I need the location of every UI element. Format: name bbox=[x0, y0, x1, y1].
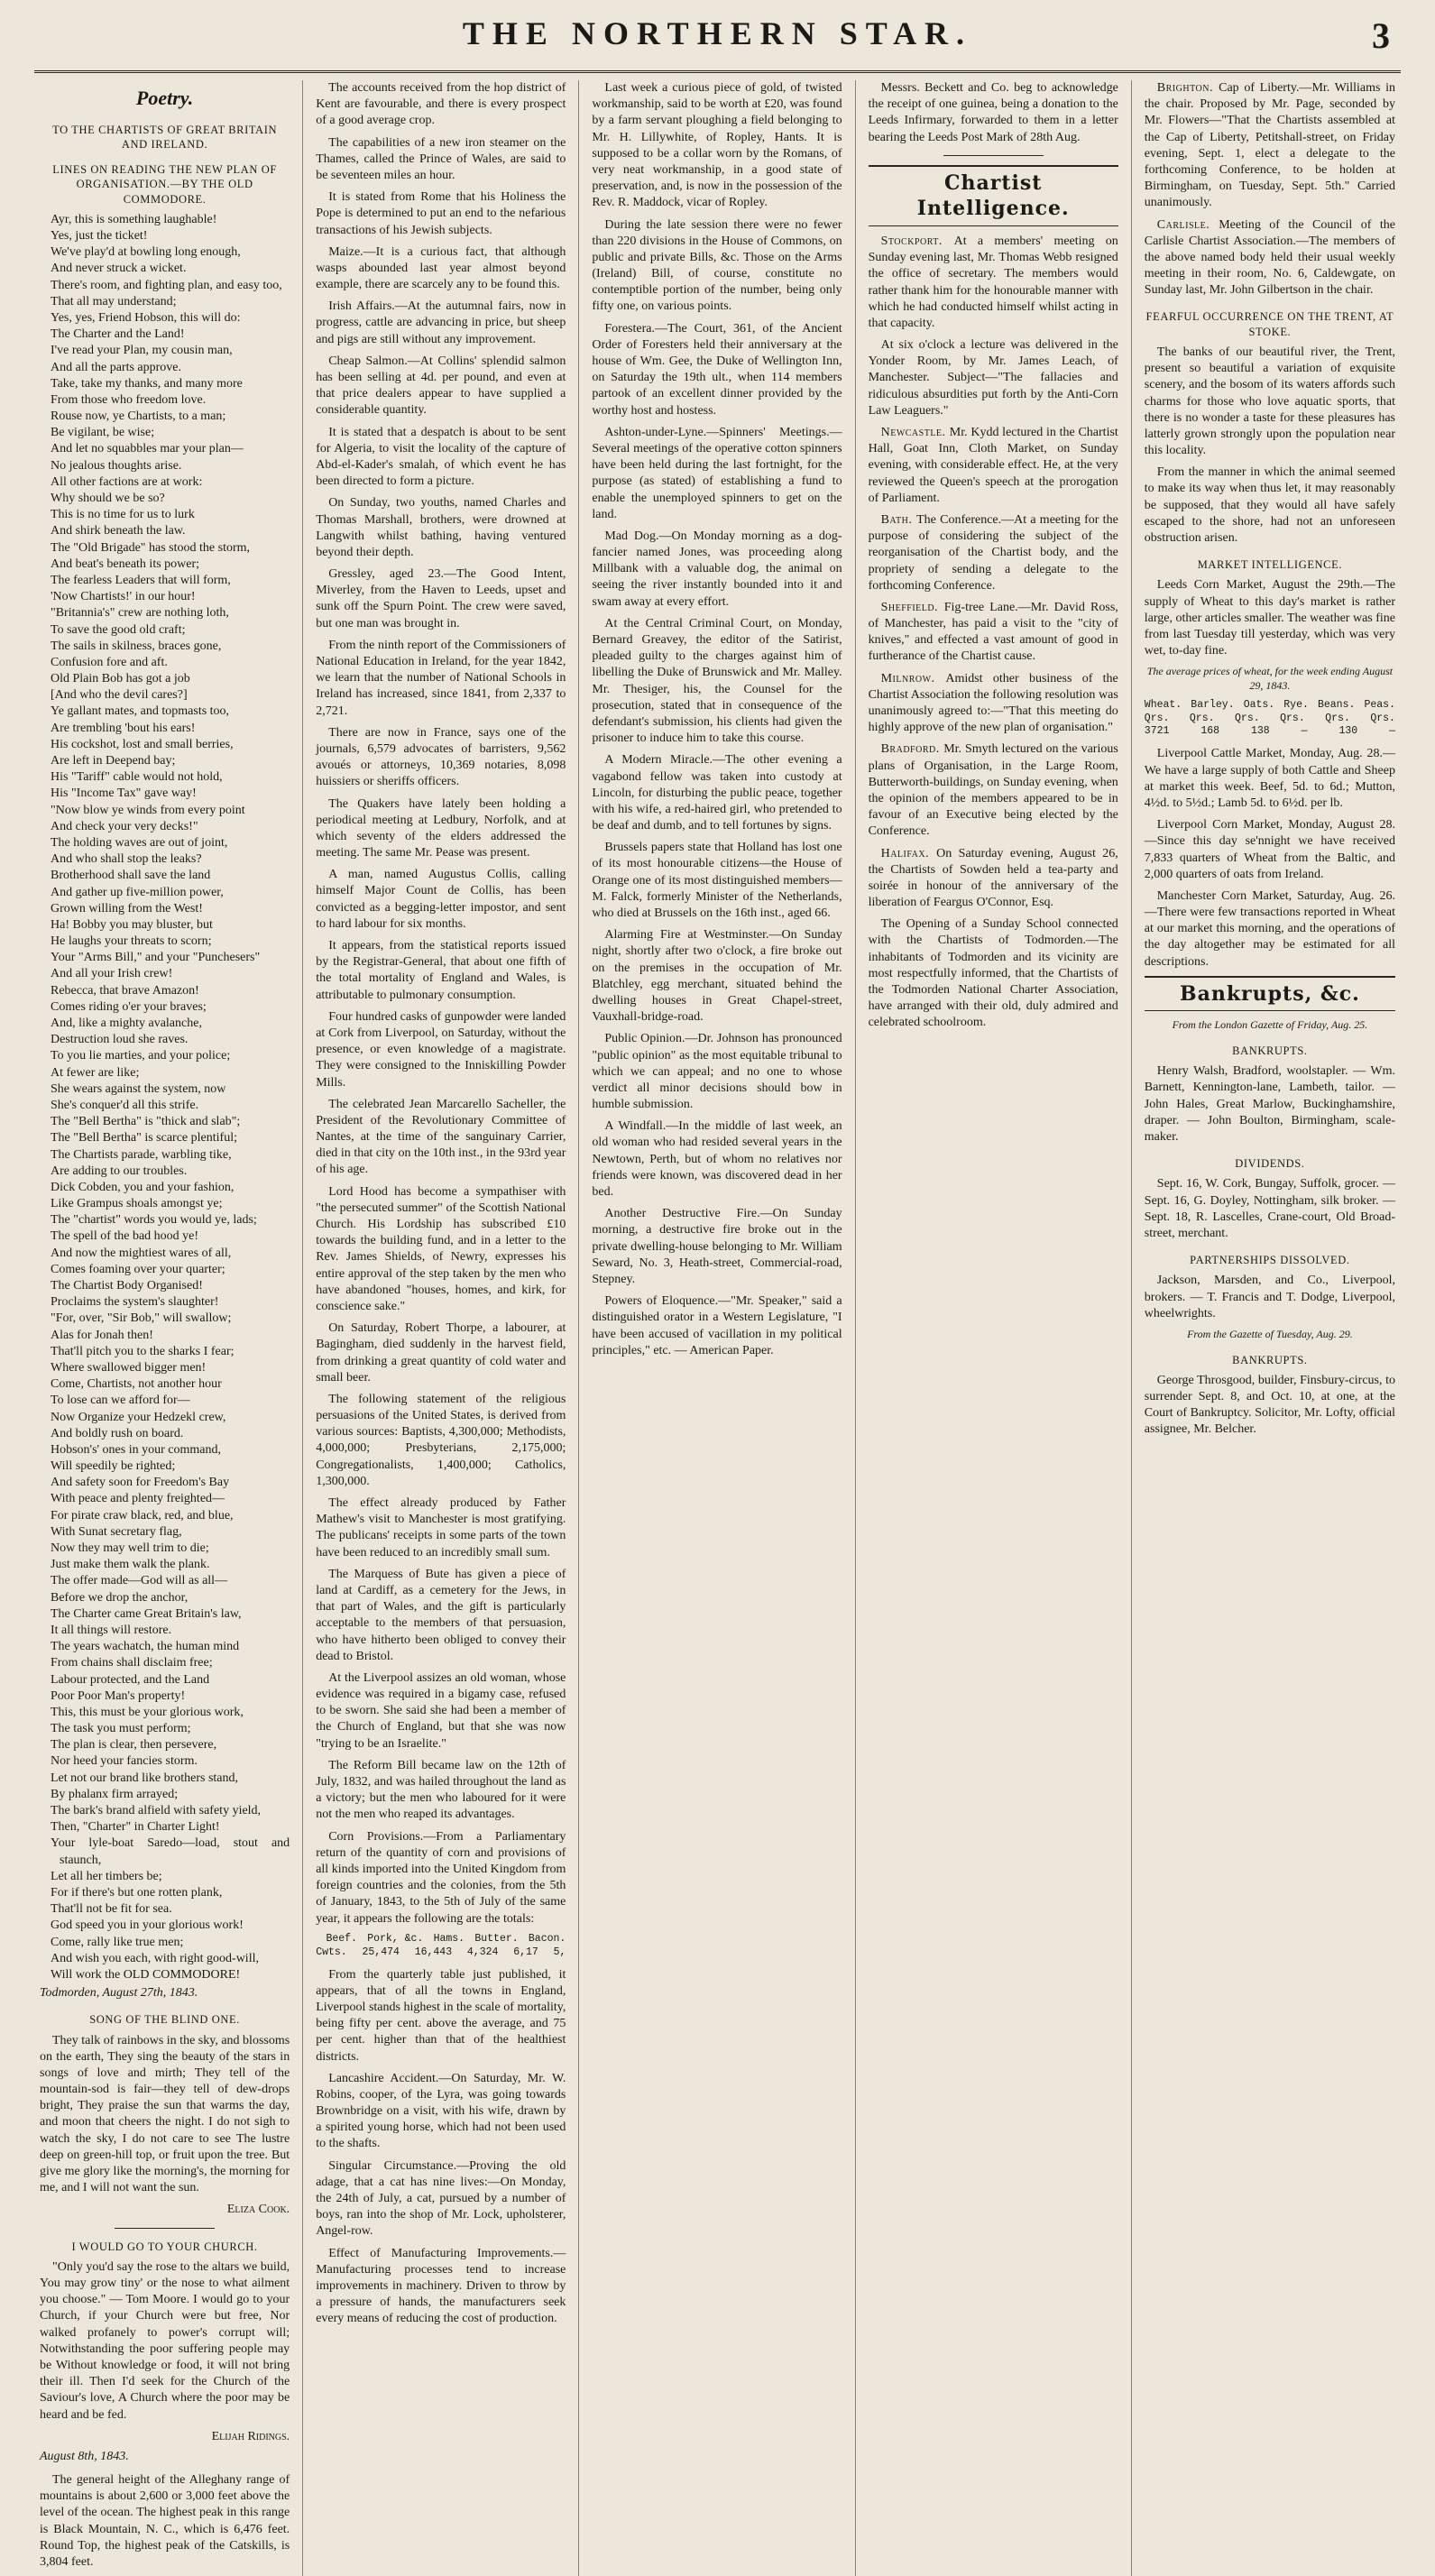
poem-line: Where swallowed bigger men! bbox=[51, 1360, 207, 1375]
poem-line: Are trembling 'bout his ears! bbox=[51, 721, 196, 735]
poem-line: Ha! Bobby you may bluster, but bbox=[51, 917, 213, 932]
article-paragraph: Another Destructive Fire.—On Sunday morning, a destructive fire broke out in the private dwelling-house belonging to Mr. William Seward, No. 3, Heath-street, Commercial-road, Stepney. bbox=[592, 1207, 842, 1286]
article-paragraph: Liverpool Corn Market, Monday, August 28.—Since this day se'nnight we have received 7,833 quarters of Wheat from the Baltic, and 2,000 quarters of oats from Ireland. bbox=[1144, 818, 1395, 881]
article-paragraph: Lord Hood has become a sympathiser with "the persecuted summer" of the Scottish National Church. His Lordship has subscribed £10 towards the building fund, and in a letter to the Rev. James Shields, of Newry, expresses his entire approval of the step taken by the men who have abandoned "houses, homes, and kirk, for conscience sake." bbox=[316, 1184, 566, 1313]
poem-line: It all things will restore. bbox=[51, 1623, 172, 1637]
article-paragraph: From the quarterly table just published, it appears, that of all the towns in England, Liverpool stands highest in the scale of mortality, being fifty per cent. above the average, and 75 per cent. higher than that of the healthiest districts. bbox=[316, 1967, 566, 2064]
table-header-row bbox=[1145, 699, 1395, 713]
page-number: 3 bbox=[1372, 15, 1390, 56]
news-item bbox=[869, 600, 1118, 666]
article-paragraph: The capabilities of a new iron steamer on the Thames, called the Prince of Wales, are said to be seventeen miles an hour. bbox=[316, 135, 566, 182]
column-1 bbox=[27, 80, 303, 2576]
poem-line: And let no squabbles mar your plan— bbox=[51, 442, 244, 456]
dateline: August 8th, 1843. bbox=[40, 2449, 129, 2463]
poem-line: Before we drop the anchor, bbox=[51, 1590, 189, 1605]
poem-line: For pirate craw black, red, and blue, bbox=[51, 1508, 234, 1523]
table-cell: 130 bbox=[1338, 725, 1358, 738]
poem-line: The offer made—God will as all— bbox=[51, 1574, 228, 1588]
author-signature: Eliza Cook. bbox=[226, 2203, 290, 2217]
masthead bbox=[34, 0, 1401, 73]
table-cell: 5, bbox=[553, 1946, 566, 1958]
article-paragraph: A Windfall.—In the middle of last week, an old woman who had resided several years in the Newtown, Perth, but of whom no relatives nor friends were known, was discovered dead in her bed. bbox=[592, 1119, 842, 1199]
table-cell: — bbox=[1301, 725, 1308, 738]
item-place: Sheffield. bbox=[880, 600, 944, 614]
poem-line: "Now blow ye winds from every point bbox=[51, 803, 245, 817]
article-paragraph: They talk of rainbows in the sky, and blossoms on the earth, They sing the beauty of the stars in songs of love and mirth; They tell of the mountain-sod is fair—they tell of dew-drops bright, They praise the sun that warms the day, and moon that cheers the night. I do not sigh to watch the sky, I do not care to see The lustre deep on green-hill top, or fruit upon the tree. But give me glory like the morning's, the morning for me, and I will not want the sun. bbox=[40, 2033, 290, 2195]
table-header-cell: Bacon. bbox=[528, 1932, 566, 1945]
poem-line: He laughs your threats to scorn; bbox=[51, 934, 212, 949]
table-cell: Qrs. bbox=[1189, 712, 1215, 724]
poem-line: Alas for Jonah then! bbox=[51, 1328, 153, 1342]
poem-line: 'Now Chartists!' in our hour! bbox=[51, 590, 196, 604]
table-cell: 3721 bbox=[1144, 725, 1170, 738]
item-place: Brighton. bbox=[1156, 81, 1219, 95]
subheading-note: From the London Gazette of Friday, Aug. 25. bbox=[1172, 1018, 1368, 1032]
item-text: Mr. Kydd lectured in the Chartist Hall, Goat Inn, Cloth Market, on Sunday evening, with considerable effect. He, at the very reviewed the Queen's speech at the prorogation of Parliament. bbox=[868, 426, 1118, 505]
poem-line: Come, rally like true men; bbox=[51, 1935, 184, 1949]
poem-line: Confusion fore and aft. bbox=[51, 655, 168, 669]
poem-line: And all the parts approve. bbox=[51, 360, 182, 374]
article-paragraph: On Saturday, Robert Thorpe, a labourer, at Bagingham, died suddenly in the harvest field, from drinking a great quantity of cold water and small beer. bbox=[316, 1321, 566, 1385]
item-text: On Saturday evening, August 26, the Chartists of Sowden held a tea-party and soirée in honour of the anniversary of the liberation of Feargus O'Connor, Esq. bbox=[868, 846, 1118, 910]
article-paragraph: Messrs. Beckett and Co. beg to acknowledge the receipt of one guinea, being a donation to the Leeds Infirmary, forwarded to them in a letter bearing the Leeds Post Mark of 28th Aug. bbox=[868, 81, 1118, 144]
article-paragraph: During the late session there were no fewer than 220 divisions in the House of Commons, on public and private Bills, &c. Those on the Arms (Ireland) Bill, of course, constitute no contemptible portion of the number, being only fifty one, on various points. bbox=[592, 217, 842, 314]
poem-line: The Charter and the Land! bbox=[51, 327, 185, 342]
article-paragraph: There are now in France, says one of the journals, 6,579 advocates of barristers, 9,562 avoués or attorneys, 10,369 notaries, 8,098 huissiers or sheriffs officers. bbox=[316, 725, 566, 789]
poem-line: And never struck a wicket. bbox=[51, 262, 187, 276]
article-paragraph: It is stated from Rome that his Holiness the Pope is determined to put an end to the nefarious transactions of his Jewish subjects. bbox=[316, 190, 566, 237]
poem-line: We've play'd at bowling long enough, bbox=[51, 245, 241, 260]
article-paragraph: Leeds Corn Market, August the 29th.—The supply of Wheat to this day's market is rather large, other articles smaller. The weather was fine from last Tuesday till yesterday, which was very wet, to-day fine. bbox=[1144, 578, 1395, 658]
article-paragraph: At the Central Criminal Court, on Monday, Bernard Greavey, the editor of the Satirist, pleaded guilty to the charges against him of libelling the Duke of Brunswick and Mr. Malley. Mr. Thesiger, his, the Counsel for the prosecution, stated that in consequence of the defendant's submission, his clients had given the prisoner to induce him to take this course. bbox=[592, 616, 842, 746]
article-paragraph: George Throsgood, builder, Finsbury-circus, to surrender Sept. 8, and Oct. 10, at one, at the Court of Bankruptcy. Solicitor, Mr. Lofty, official assignee, Mr. Belcher. bbox=[1144, 1373, 1395, 1437]
dateline: Todmorden, August 27th, 1843. bbox=[40, 1986, 198, 2001]
item-place: Newcastle. bbox=[880, 426, 950, 439]
article-paragraph: "Only you'd say the rose to the altars we build, You may grow tiny' or the nose to what ailment you choose." — Tom Moore. I would go to your Church, if your Church were but free, Nor walked profanely to power's corrupt will; Notwithstanding the poor suffering people may be Without knowledge or food, it will not bring their ill. Then I'd seek for the Church of the Saviour's love, A Church where the poor may be heard and be fed. bbox=[40, 2259, 290, 2422]
poem-line: Be vigilant, be wise; bbox=[51, 426, 155, 440]
article-paragraph: The following statement of the religious persuasions of the United States, is derived from various sources: Baptists, 4,300,000; Methodists, 4,000,000; Presbyterians, 2,175,000; Congregationalists, 1,400,000; Catholics, 1,300,000. bbox=[316, 1392, 566, 1488]
divider-rule bbox=[943, 155, 1044, 156]
article-heading: DIVIDENDS. bbox=[1235, 1157, 1305, 1171]
article-paragraph: Brussels papers state that Holland has lost one of its most honourable citizens—the House of Orange one of its most distinguished members—M. Falck, formerly Minister of the Netherlands, who died at Brussels on the 16th inst., aged 66. bbox=[592, 841, 842, 920]
poem-line: Ye gallant mates, and topmasts too, bbox=[51, 704, 230, 719]
table-header-cell: Beef. bbox=[326, 1932, 357, 1945]
article-paragraph: Corn Provisions.—From a Parliamentary return of the quantity of corn and provisions of all kinds imported into the United Kingdom from foreign countries and the colonies, from the 5th of January, 1843, to the 5th of July of the same year, it appears the following are the totals: bbox=[316, 1829, 566, 1926]
poem-line: The "Bell Bertha" is "thick and slab"; bbox=[51, 1115, 241, 1129]
poem-line: God speed you in your glorious work! bbox=[51, 1918, 244, 1933]
table-cell: 168 bbox=[1200, 725, 1220, 738]
poem-line: Like Grampus shoals amongst ye; bbox=[51, 1197, 223, 1211]
poem-line: Will work the OLD COMMODORE! bbox=[51, 1967, 241, 1982]
subheading-note: From the Gazette of Tuesday, Aug. 29. bbox=[1187, 1328, 1353, 1340]
item-text: The Opening of a Sunday School connected with the Chartists of Todmorden.—The inhabitants of Todmorden and its vicinity are most respectfully informed, that the Chartists of the Todmorden National Charter Association, have arranged with their old, duly admired and celebrated schoolroom. bbox=[868, 917, 1118, 1030]
poem-line: And now the mightiest wares of all, bbox=[51, 1246, 232, 1260]
article-paragraph: Public Opinion.—Dr. Johnson has pronounced "public opinion" as the most equitable tribunal to which we can appeal; and no one to whose verdict all minor decisions should bow in humble submission. bbox=[592, 1032, 842, 1112]
table-header-cell: Beans. bbox=[1317, 698, 1356, 711]
poem-line: The holding waves are out of joint, bbox=[51, 835, 228, 850]
poem-line: And shirk beneath the law. bbox=[51, 524, 186, 538]
poem-line: No jealous thoughts arise. bbox=[51, 458, 182, 473]
poem-line: Will speedily be righted; bbox=[51, 1459, 176, 1474]
poem-line: The "chartist" words you would ye, lads; bbox=[51, 1213, 257, 1228]
poem-line: Let all her timbers be; bbox=[51, 1869, 162, 1883]
poem-line: Just make them walk the plank. bbox=[51, 1558, 210, 1572]
poem-line: And gather up five-million power, bbox=[51, 885, 224, 899]
article-paragraph: From the ninth report of the Commissioners of National Education in Ireland, for the year 1842, we learn that the number of National Schools in Ireland has increased, since 1841, from 2,337 to 2,721. bbox=[316, 638, 566, 718]
poem-stanza bbox=[40, 212, 290, 917]
poem-line: This is no time for us to lurk bbox=[51, 508, 195, 522]
poem-line: I've read your Plan, my cousin man, bbox=[51, 344, 233, 358]
news-item bbox=[869, 671, 1118, 737]
article-paragraph: Manchester Corn Market, Saturday, Aug. 26.—There were few transactions reported in Wheat at our market this morning, and the operations of the day altogether may be estimated for all descriptions. bbox=[1144, 888, 1395, 969]
article-paragraph: The accounts received from the hop district of Kent are favourable, and there is every prospect of a good average crop. bbox=[316, 81, 566, 128]
poem-line: The sails in skilness, braces gone, bbox=[51, 639, 222, 653]
item-text: The Conference.—At a meeting for the purpose of considering the subject of the reorganisation of the Chartist body, and the propriety of sending a delegate to the forthcoming Conference. bbox=[868, 512, 1118, 593]
poem-line: Then, "Charter" in Charter Light! bbox=[51, 1820, 220, 1835]
poem-line: Rouse now, ye Chartists, to a man; bbox=[51, 409, 226, 424]
poem-line: To save the good old craft; bbox=[51, 622, 186, 637]
item-text: Meeting of the Council of the Carlisle Chartist Association.—The members of the above named body held their usual weekly meeting in their room, No. 6, Caldewgate, on Sunday last, Mr. John Gilbertson in the chair. bbox=[1144, 217, 1395, 298]
poem-line: From those who freedom love. bbox=[51, 392, 207, 407]
item-text: At six o'clock a lecture was delivered in the Yonder Room, by Mr. James Leach, of Manchester. Subject—"The fallacies and ridiculous absurdities put forth by the Anti-Corn Law Leaguers." bbox=[868, 338, 1118, 418]
poem-line: That'll not be fit for sea. bbox=[51, 1902, 172, 1917]
poem-line: The bark's brand alfield with safety yield, bbox=[51, 1804, 262, 1818]
article-paragraph: Lancashire Accident.—On Saturday, Mr. W. Robins, cooper, of the Lyra, was going towards Brownbridge on a visit, with his wife, drawn by a spirited young horse, which had not been used to the shafts. bbox=[316, 2071, 566, 2151]
article-paragraph: Effect of Manufacturing Improvements.—Manufacturing processes tend to increase improvements in machinery. Driven to throw by a pressure of hands, the manufacturers seek every means of reducing the cost of production. bbox=[316, 2246, 566, 2326]
article-paragraph: A man, named Augustus Collis, calling himself Major Count de Collis, has been convicted as a begging-letter impostor, and sent to hard labour for six months. bbox=[316, 868, 566, 931]
article-paragraph: Mad Dog.—On Monday morning as a dog-fancier named Jones, was proceeding along Millbank with a valuable dog, the animal on seeing the river instantly bounded into it and swam away at every effort. bbox=[592, 529, 842, 609]
item-text: Fig-tree Lane.—Mr. David Ross, of Manchester, has paid a visit to the "city of knives," and effected a vast amount of good in furtherance of the Chartist cause. bbox=[868, 600, 1118, 664]
poem-line: Ayr, this is something laughable! bbox=[51, 212, 217, 226]
poem-line: Dick Cobden, you and your fashion, bbox=[51, 1180, 235, 1194]
table-cell: Qrs. bbox=[1144, 712, 1170, 724]
poem-line: Comes foaming over your quarter; bbox=[51, 1262, 225, 1276]
table-header-cell: Peas. bbox=[1364, 698, 1395, 711]
poem-line: The "Old Brigade" has stood the storm, bbox=[51, 540, 251, 555]
article-paragraph: Jackson, Marsden, and Co., Liverpool, brokers. — T. Francis and T. Dodge, Liverpool, wheelwrights. bbox=[1144, 1274, 1395, 1320]
news-item bbox=[869, 916, 1118, 1031]
article-heading: I WOULD GO TO YOUR CHURCH. bbox=[71, 2240, 258, 2253]
item-place: Carlisle. bbox=[1156, 217, 1219, 232]
poem-line: To lose can we afford for— bbox=[51, 1394, 190, 1408]
article-heading: PARTNERSHIPS DISSOLVED. bbox=[1190, 1254, 1350, 1267]
poem-line: Are left in Deepend bay; bbox=[51, 754, 176, 768]
article-paragraph: Singular Circumstance.—Proving the old adage, that a cat has nine lives:—On Monday, the 24th of July, a cat, pursued by a number of boys, ran into the shop of Mr. Lock, upholsterer, Angel-row. bbox=[316, 2158, 566, 2239]
poem-line: That all may understand; bbox=[51, 294, 177, 308]
poem-line: His "Tariff" cable would not hold, bbox=[51, 770, 223, 785]
article-paragraph: Sept. 16, W. Cork, Bungay, Suffolk, grocer. — Sept. 16, G. Doyley, Nottingham, silk broker. — Sept. 18, R. Lascelles, Crane-court, Old Broad-street, merchant. bbox=[1144, 1177, 1395, 1240]
article-paragraph: Cheap Salmon.—At Collins' splendid salmon has been selling at 4d. per pound, and even at that price dealers appear to have supplied a considerable quantity. bbox=[316, 354, 566, 418]
poem-line: Why should we be so? bbox=[51, 492, 165, 506]
divider-rule bbox=[115, 2228, 215, 2229]
article-paragraph: It appears, from the statistical reports issued by the Registrar-General, that about one fifth of the total mortality of England and Wales, is attributable to pulmonary consumption. bbox=[316, 939, 566, 1002]
poem-line: And, like a mighty avalanche, bbox=[51, 1017, 202, 1031]
poem-line: She's conquer'd all this strife. bbox=[51, 1098, 199, 1112]
article-paragraph: The celebrated Jean Marcarello Sacheller, the President of the Revolutionary Committee of Nantes, at the time of the sanguinary Carrier, died in that city on the 10th inst., in the 93rd year of his age. bbox=[316, 1097, 566, 1177]
table-cell: Qrs. bbox=[1280, 712, 1305, 724]
poem-line: To you lie marties, and your police; bbox=[51, 1049, 231, 1063]
item-place: Stockport. bbox=[880, 234, 954, 248]
poem-line: Rebecca, that brave Amazon! bbox=[51, 983, 199, 998]
poem-line: Are adding to our troubles. bbox=[51, 1164, 188, 1178]
news-item bbox=[869, 846, 1118, 912]
item-text: Cap of Liberty.—Mr. Williams in the chair. Proposed by Mr. Page, seconded by Mr. Flowers—"That the Chartists assembled at the Cap of Liberty, Petitshall-street, on Friday evening, Sept. 1, elect a delegate to the forthcoming Conference, to be holden at Birmingham, on Tuesday, Sept. 5th." Carried unanimously. bbox=[1144, 81, 1395, 210]
poem-line: Brotherhood shall save the land bbox=[51, 869, 211, 883]
article-paragraph: Irish Affairs.—At the autumnal fairs, now in progress, cattle are advancing in price, but sheep and pigs are still without any improvement. bbox=[316, 299, 566, 346]
poem-line: Now they may well trim to die; bbox=[51, 1541, 209, 1556]
poem-line: Now Organize your Hedzekl crew, bbox=[51, 1410, 226, 1424]
poem-line: Your "Arms Bill," and your "Punchesers" bbox=[51, 951, 261, 965]
article-heading: FEARFUL OCCURRENCE ON THE TRENT, AT STOKE. bbox=[1145, 310, 1394, 338]
poem-line: Let not our brand like brothers stand, bbox=[51, 1771, 239, 1785]
column-3 bbox=[579, 80, 855, 2576]
poem-line: Hobson's' ones in your command, bbox=[51, 1442, 221, 1457]
poem-line: For if there's but one rotten plank, bbox=[51, 1885, 223, 1900]
article-paragraph: The Reform Bill became law on the 12th of July, 1832, and was hailed throughout the land as a victory; but the men who laboured for it were not the men who reaped its advantages. bbox=[316, 1758, 566, 1822]
article-paragraph: Henry Walsh, Bradford, woolstapler. — Wm. Barnett, Kennington-lane, Lambeth, tailor. — John Hales, Great Marlow, Buckinghamshire, draper. — John Boulton, Birmingham, scale-maker. bbox=[1144, 1064, 1395, 1144]
subheading-note: The average prices of wheat, for the week ending August 29, 1843. bbox=[1146, 665, 1394, 692]
item-place: Bath. bbox=[880, 512, 917, 527]
table-header-cell: Rye. bbox=[1283, 698, 1309, 711]
table-cell: Qrs. bbox=[1370, 712, 1395, 724]
item-text: At a members' meeting on Sunday evening last, Mr. Thomas Webb resigned the office of secretary. The members would rather thank him for the honourable manner with which he had conducted himself whilst acting in that capacity. bbox=[868, 234, 1118, 330]
table-cell: 4,324 bbox=[466, 1946, 499, 1958]
article-heading: BANKRUPTS. bbox=[1232, 1353, 1308, 1366]
article-heading: SONG OF THE BLIND ONE. bbox=[89, 2013, 240, 2027]
article-paragraph: At the Liverpool assizes an old woman, whose evidence was required in a bigamy case, refused to be sworn. She said she had been a member of the Church of England, but that she was now "trying to be an Israelite." bbox=[316, 1670, 566, 1751]
column-4 bbox=[856, 80, 1132, 2576]
poem-line: The years wachatch, the human mind bbox=[51, 1640, 240, 1654]
column-2 bbox=[303, 80, 579, 2576]
news-item bbox=[1145, 80, 1395, 212]
article-heading: TO THE CHARTISTS OF GREAT BRITAIN AND IRELAND. bbox=[52, 123, 278, 151]
news-item bbox=[869, 425, 1118, 507]
article-paragraph: Liverpool Cattle Market, Monday, Aug. 28.—We have a large supply of both Cattle and Sheep at market this week. Beef, 5d. to 6d.; Mutton, 4½d. to 5½d.; Lamb 5d. to 6½d. per lb. bbox=[1144, 747, 1395, 810]
poem-stanza bbox=[40, 917, 290, 1983]
poem-line: From chains shall disclaim free; bbox=[51, 1656, 213, 1670]
article-paragraph: It is stated that a despatch is about to be sent for Algeria, to visit the locality of the capture of Abd-el-Kader's smalah, of which event he has been directed to form a picture. bbox=[316, 425, 566, 489]
poem-line: With peace and plenty freighted— bbox=[51, 1492, 225, 1506]
article-paragraph: A Modern Miracle.—The other evening a vagabond fellow was taken into custody at Lincoln, for disturbing the public peace, together with his wife, a red-haired girl, who pretended to be deaf and dumb, and to tell fortunes by signs. bbox=[592, 753, 842, 833]
poem-line: Destruction loud she raves. bbox=[51, 1033, 189, 1047]
poem-line: With Sunat secretary flag, bbox=[51, 1524, 182, 1539]
table-cell: 6,17 bbox=[513, 1946, 538, 1958]
poem-line: [And who the devil cares?] bbox=[51, 688, 188, 703]
poem-line: At fewer are like; bbox=[51, 1065, 140, 1080]
table-cell: 25,474 bbox=[362, 1946, 400, 1958]
poem-line: Yes, yes, Friend Hobson, this will do: bbox=[51, 310, 241, 325]
table-cell: 16,443 bbox=[414, 1946, 453, 1958]
article-paragraph: The general height of the Alleghany range of mountains is about 2,600 or 3,000 feet above the level of the ocean. The highest peak in this range is Black Mountain, N. C., which is 6,476 feet. Round Top, the highest peak of the Catskills, is 3,804 feet. bbox=[40, 2473, 290, 2570]
poem-line: And boldly rush on board. bbox=[51, 1426, 184, 1440]
item-place: Milnrow. bbox=[880, 671, 946, 685]
poem-line: "Britannia's" crew are nothing loth, bbox=[51, 606, 229, 621]
news-item bbox=[869, 741, 1118, 840]
poem-line: The task you must perform; bbox=[51, 1722, 191, 1736]
column-grid bbox=[27, 80, 1408, 2570]
item-place: Bradford. bbox=[880, 742, 944, 757]
poem-line: The plan is clear, then persevere, bbox=[51, 1738, 217, 1753]
table-header-cell: Barley. bbox=[1191, 698, 1235, 711]
table-cell: Qrs. bbox=[1325, 712, 1350, 724]
poem-line: And wish you each, with right good-will, bbox=[51, 1951, 259, 1965]
poem-line: Grown willing from the West! bbox=[51, 901, 203, 915]
article-paragraph: Ashton-under-Lyne.—Spinners' Meetings.—Several meetings of the operative cotton spinners have been held during the last fortnight, for the purpose (as stated) of establishing a fund to enable the unemployed spinners to get on the land. bbox=[592, 425, 842, 521]
table-cell: Cwts. bbox=[316, 1946, 347, 1958]
poem-line: And beat's beneath its power; bbox=[51, 557, 200, 571]
poem-line: Proclaims the system's slaughter! bbox=[51, 1295, 219, 1310]
poem-line: Nor heed your fancies storm. bbox=[51, 1754, 198, 1769]
article-paragraph: Forestera.—The Court, 361, of the Ancient Order of Foresters held their anniversary at the house of Wm. Gee, the Duke of Wellington Inn, on Saturday the 19th ult., when 114 members partook of an excellent dinner provided by the worthy host and hostess. bbox=[592, 321, 842, 418]
table-cell: Qrs. bbox=[1235, 712, 1260, 724]
poem-line: Old Plain Bob has got a job bbox=[51, 672, 190, 686]
table-row bbox=[1145, 725, 1395, 739]
poem-line: By phalanx firm arrayed; bbox=[51, 1787, 179, 1801]
poem-line: All other factions are at work: bbox=[51, 474, 203, 489]
item-place: Halifax. bbox=[880, 846, 937, 860]
table-cell: 138 bbox=[1250, 725, 1270, 738]
poem-line: And check your very decks!" bbox=[51, 819, 198, 833]
poem-line: Your lyle-boat Saredo—load, stout and staunch, bbox=[51, 1836, 290, 1867]
table-header-cell: Pork, &c. bbox=[367, 1932, 424, 1945]
poem-line: The Chartists parade, warbling tike, bbox=[51, 1147, 232, 1162]
poem-line: And who shall stop the leaks? bbox=[51, 852, 202, 867]
article-heading: LINES ON READING THE NEW PLAN OF ORGANISATION.—BY THE OLD COMMODORE. bbox=[52, 163, 277, 206]
item-text: Amidst other business of the Chartist Association the following resolution was unanimously agreed to:—"That this meeting do highly approve of the new plan of organisation." bbox=[868, 671, 1118, 735]
poem-line: There's room, and fighting plan, and easy too, bbox=[51, 278, 282, 292]
poem-line: The Chartist Body Organised! bbox=[51, 1279, 203, 1293]
article-paragraph: Gressley, aged 23.—The Good Intent, Miverley, from the Haven to Leeds, upset and sunk off the Spurn Point. The crew were saved, but one man was brought in. bbox=[316, 567, 566, 630]
poem-line: His "Income Tax" gave way! bbox=[51, 787, 197, 801]
article-paragraph: The Marquess of Bute has given a piece of land at Cardiff, as a cemetery for the Jews, in that part of Wales, and the gift is particularly acceptable to the members of that persuasion, who have hitherto been obliged to convey their dead to Bristol. bbox=[316, 1567, 566, 1663]
table-header-cell: Oats. bbox=[1243, 698, 1275, 711]
article-paragraph: Powers of Eloquence.—"Mr. Speaker," said a distinguished orator in a Western Legislature, "I have been accused of vacillation in my political principles," etc. — American Paper. bbox=[592, 1294, 842, 1357]
article-paragraph: Last week a curious piece of gold, of twisted workmanship, said to be worth at £20, was found by a farm servant ploughing a field belonging to Mr. H. Lillywhite, of Ropley, Hants. It is supposed to be a collar worn by the Romans, of very neat workmanship, in a good state of preservation, and, is now in the possession of the Rev. R. Maddock, vicar of Ropley. bbox=[592, 81, 842, 210]
data-table bbox=[316, 1933, 566, 1960]
section-heading: Poetry. bbox=[135, 87, 194, 109]
poem-line: The "Bell Bertha" is scarce plentiful; bbox=[51, 1131, 237, 1145]
article-paragraph: The effect already produced by Father Mathew's visit to Manchester is most gratifying. The publicans' receipts in some parts of the town have been reduced to an incredibly small sum. bbox=[316, 1496, 566, 1559]
article-paragraph: Alarming Fire at Westminster.—On Sunday night, shortly after two o'clock, a fire broke out on the premises in the occupation of Mr. Blatchley, egg merchant, situated behind the dwelling houses in Great Chapel-street, Vauxhall-bridge-road. bbox=[592, 928, 842, 1025]
table-row bbox=[1145, 713, 1395, 726]
poem-line: The spell of the bad hood ye! bbox=[51, 1229, 199, 1244]
table-header-cell: Butter. bbox=[474, 1932, 519, 1945]
article-heading: MARKET INTELLIGENCE. bbox=[1197, 558, 1343, 572]
poem-line: Poor Poor Man's property! bbox=[51, 1688, 186, 1703]
article-paragraph: From the manner in which the animal seemed to make its way when thus let, it may reasonably be supposed, that they would all have safely escaped to the shore, had not an unforeseen obstruction arisen. bbox=[1144, 465, 1395, 545]
article-heading: BANKRUPTS. bbox=[1232, 1044, 1308, 1057]
poem-line: And safety soon for Freedom's Bay bbox=[51, 1476, 230, 1490]
table-cell: — bbox=[1389, 725, 1395, 738]
article-paragraph: On Sunday, two youths, named Charles and Thomas Marshall, brothers, were drowned at Langwith whilst bathing, having ventured beyond their depth. bbox=[316, 496, 566, 559]
poem-line: Comes riding o'er your braves; bbox=[51, 999, 207, 1014]
poem-line: His cockshot, lost and small berries, bbox=[51, 737, 234, 751]
poem-line: Come, Chartists, not another hour bbox=[51, 1377, 222, 1392]
data-table bbox=[1145, 699, 1395, 740]
table-header-cell: Hams. bbox=[433, 1932, 465, 1945]
news-item bbox=[1145, 217, 1395, 299]
poem-line: "For, over, "Sir Bob," will swallow; bbox=[51, 1311, 232, 1326]
newspaper-title: THE NORTHERN STAR. bbox=[462, 15, 973, 51]
poem-line: She wears against the system, now bbox=[51, 1081, 226, 1096]
article-paragraph: Maize.—It is a curious fact, that although wasps abounded last year almost beyond example, there are scarcely any to be found this. bbox=[316, 244, 566, 292]
section-heading: Chartist Intelligence. bbox=[869, 165, 1118, 226]
news-item bbox=[869, 337, 1118, 419]
table-row bbox=[316, 1946, 566, 1960]
table-header-cell: Wheat. bbox=[1144, 698, 1182, 711]
poem-line: This, this must be your glorious work, bbox=[51, 1705, 244, 1719]
poem-line: That'll pitch you to the sharks I fear; bbox=[51, 1344, 235, 1358]
column-5 bbox=[1132, 80, 1408, 2576]
author-signature: Elijah Ridings. bbox=[211, 2429, 290, 2443]
news-item bbox=[869, 512, 1118, 594]
item-text: Mr. Smyth lectured on the various plans of Organisation, in the Large Room, Butterworth-buildings, on Sunday evening, when the opinion of the members appeared to be in favour of an Executive being elected by the Conference. bbox=[868, 742, 1118, 839]
article-paragraph: The banks of our beautiful river, the Trent, present so beautiful a variation of exquisite scenery, and the bosom of its waters affords such charms for those who love aquatic sports, that there is no wonder a taste for these pleasures has latterly grown strongly upon the population near this locality. bbox=[1144, 345, 1395, 458]
table-header-row bbox=[316, 1933, 566, 1946]
article-paragraph: The Quakers have lately been holding a periodical meeting at Ledbury, Norfolk, and at which seventy of the elders addressed the meeting. The same Mr. Pease was present. bbox=[316, 796, 566, 860]
poem-line: The fearless Leaders that will form, bbox=[51, 573, 231, 587]
news-item bbox=[869, 234, 1118, 332]
poem-line: Labour protected, and the Land bbox=[51, 1672, 210, 1687]
poem-line: Take, take my thanks, and many more bbox=[51, 376, 243, 391]
poem-line: Yes, just the ticket! bbox=[51, 229, 148, 244]
poem-line: The Charter came Great Britain's law, bbox=[51, 1606, 242, 1621]
poem-line: And all your Irish crew! bbox=[51, 967, 173, 981]
article-paragraph: Four hundred casks of gunpowder were landed at Cork from Liverpool, on Saturday, without the presence, or even knowledge of a magistrate. They were consigned to the Inniskilling Powder Mills. bbox=[316, 1009, 566, 1090]
section-heading: Bankrupts, &c. bbox=[1145, 976, 1395, 1012]
